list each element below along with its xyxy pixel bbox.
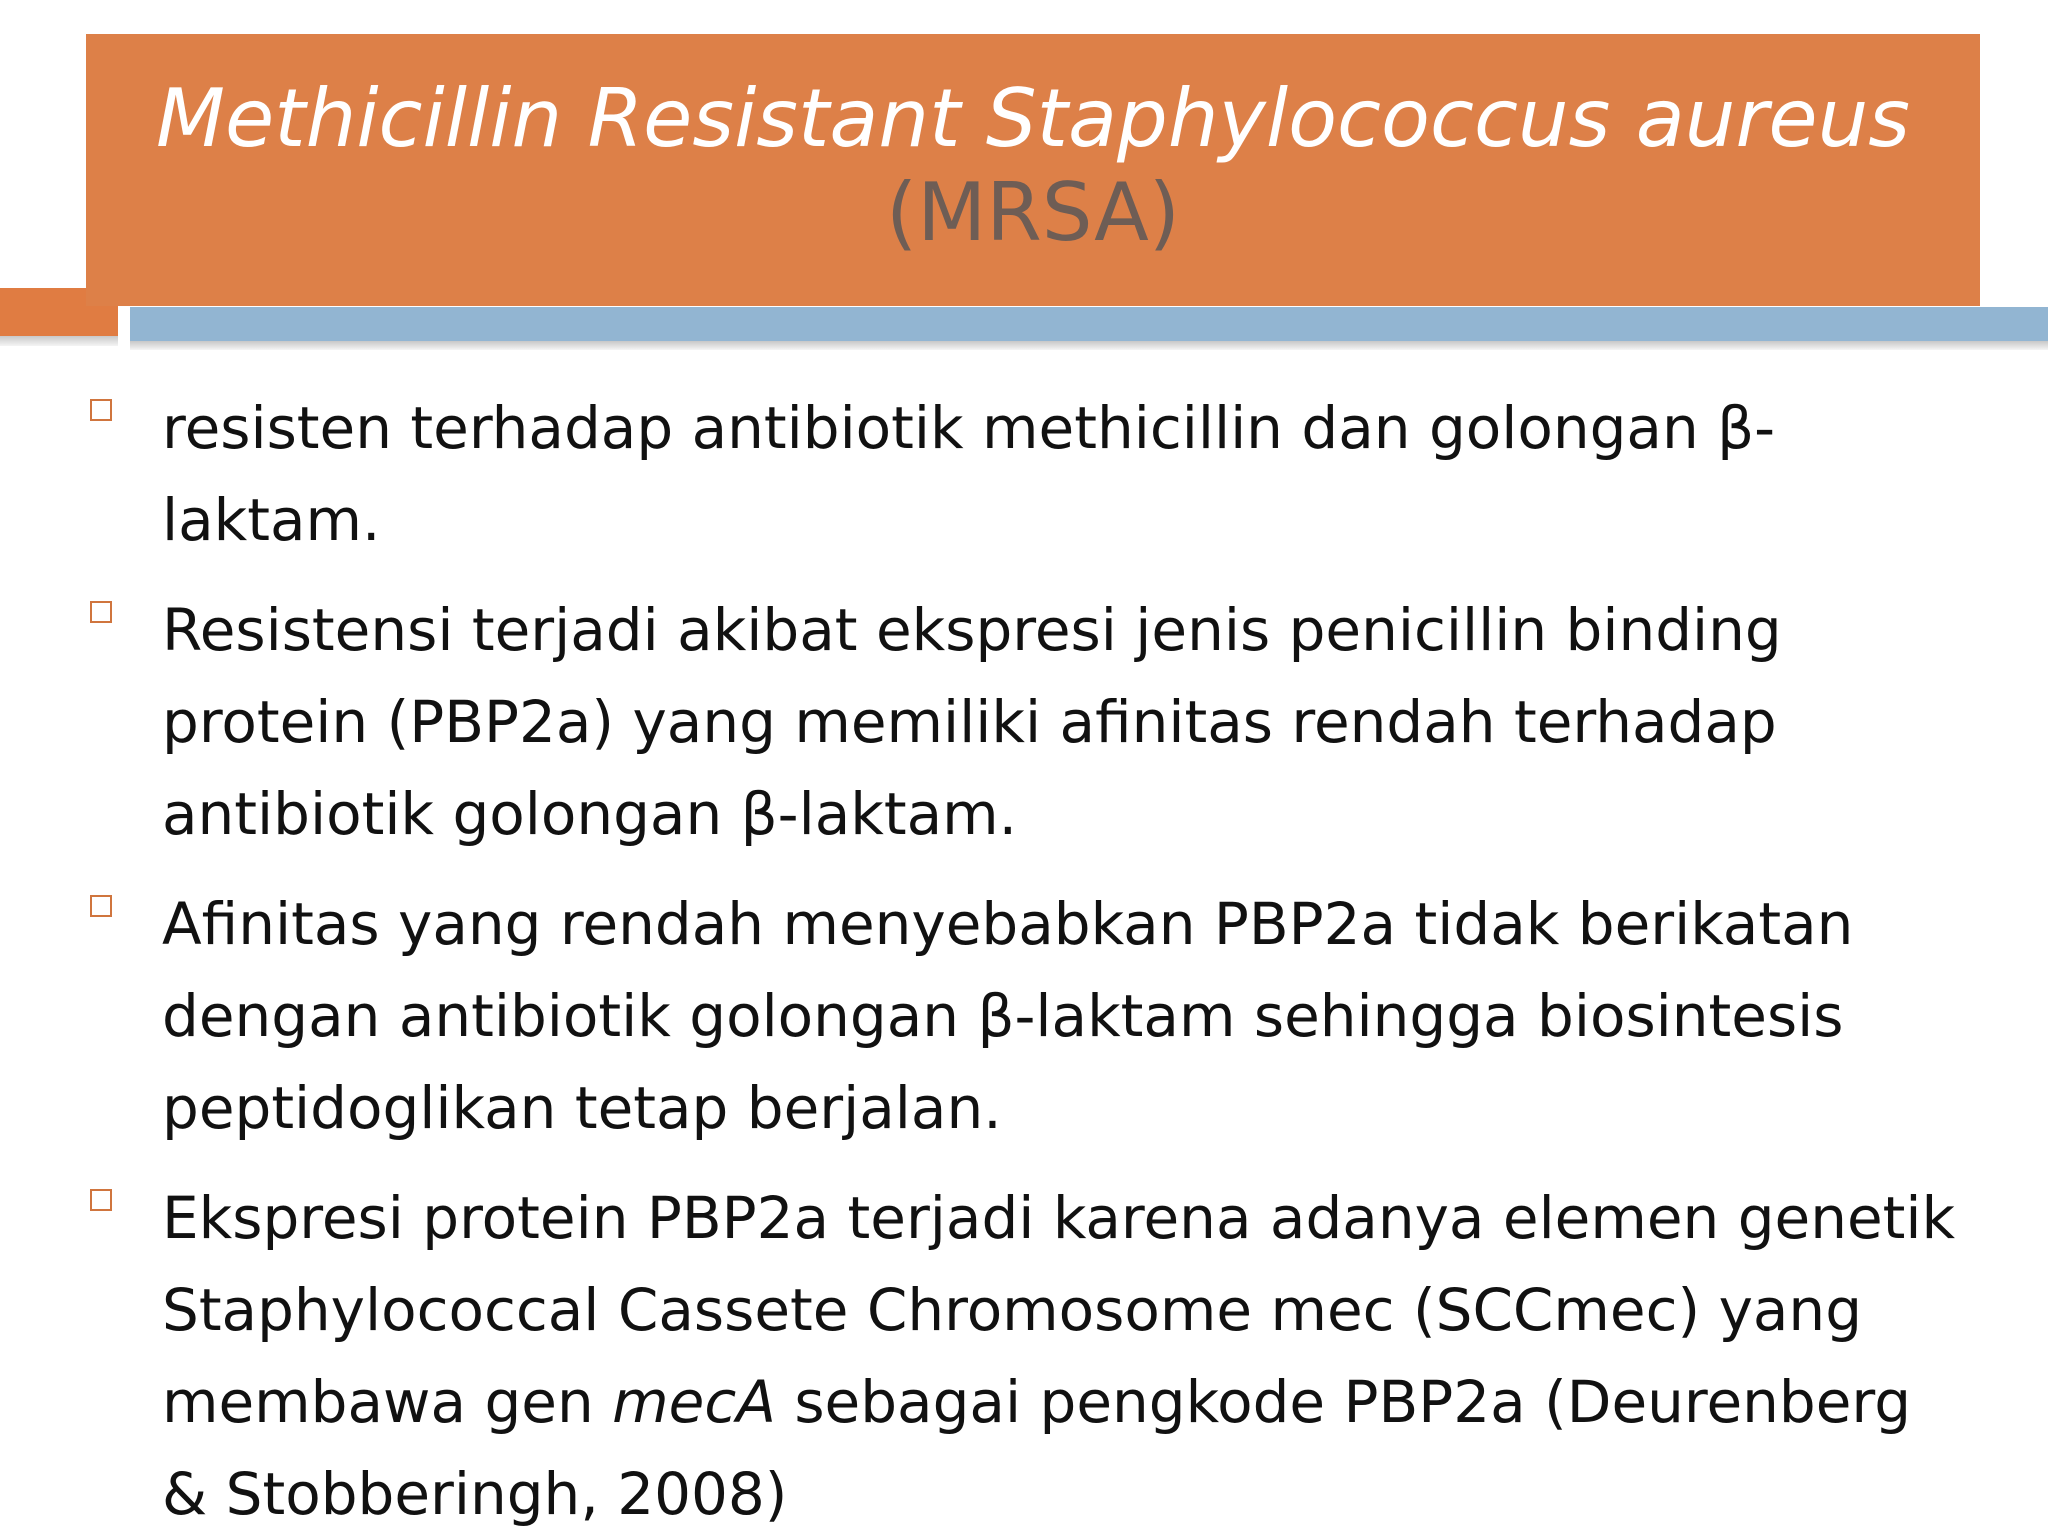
square-bullet-icon <box>90 601 112 623</box>
bullet-item <box>90 584 1970 860</box>
bullet-text: Resistensi terjadi akibat ekspresi jenis penicillin binding protein (PBP2a) yang memiliki afinitas rendah terhadap antibiotik golongan β-laktam. <box>162 596 1782 848</box>
title-underline-shadow <box>130 341 2048 350</box>
square-bullet-icon <box>90 1189 112 1211</box>
bullet-item <box>90 382 1970 566</box>
title-banner <box>86 34 1980 306</box>
bullet-item <box>90 1172 1970 1536</box>
bullet-text-part: Ekspresi protein PBP2a terjadi karena adanya elemen genetik Staphylococcal Cassete Chromosome mec (SCCmec) yang membawa gen <box>162 1184 1956 1436</box>
bullet-item <box>90 878 1970 1154</box>
bullet-list <box>90 382 1970 1536</box>
square-bullet-icon <box>90 895 112 917</box>
slide-title: Methicillin Resistant Staphylococcus aureus <box>156 72 1910 165</box>
gene-name-italic: mecA <box>612 1368 776 1436</box>
title-underline-bar <box>130 307 2048 341</box>
bullet-text: Afinitas yang rendah menyebabkan PBP2a tidak berikatan dengan antibiotik golongan β-laktam sehingga biosintesis peptidoglikan tetap berjalan. <box>162 890 1854 1142</box>
bullet-text <box>162 1184 1955 1528</box>
slide-title-abbreviation: (MRSA) <box>885 166 1181 259</box>
bullet-text: resisten terhadap antibiotik methicillin dan golongan β-laktam. <box>162 394 1776 554</box>
left-accent-shadow <box>0 336 118 346</box>
square-bullet-icon <box>90 399 112 421</box>
bullet-text-part: sebagai pengkode PBP2a (Deurenberg & Stobberingh, 2008) <box>162 1368 1912 1528</box>
